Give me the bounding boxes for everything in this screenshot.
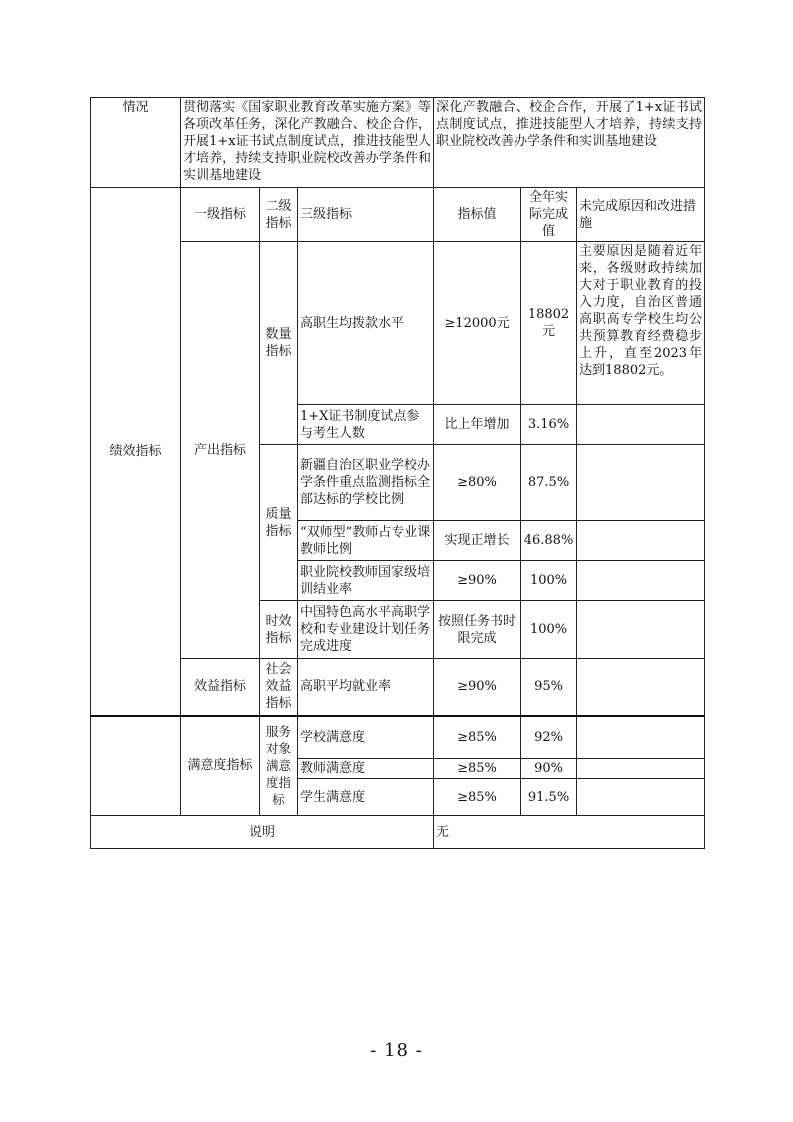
indicator-name: 教师满意度 [298, 759, 434, 779]
satisfaction-spacer [91, 716, 181, 816]
indicator-actual: 18802元 [521, 242, 577, 405]
indicator-name: 中国特色高水平高职学校和专业建设计划任务完成进度 [298, 601, 434, 659]
indicator-reason [577, 759, 705, 779]
category-satisfaction: 服务对象满意度指标 [260, 716, 298, 816]
indicator-name: 职业院校教师国家级培训结业率 [298, 561, 434, 601]
benefit-indicator-label: 效益指标 [181, 659, 260, 716]
indicator-name: 学生满意度 [298, 779, 434, 816]
indicator-actual: 91.5% [521, 779, 577, 816]
indicator-reason: 主要原因是随着近年来，各级财政持续加大对于职业教育的投入力度，自治区普通高职高专学校生均公共预算教育经费稳步上升，直至2023年达到18802元。 [577, 242, 705, 405]
situation-label: 情况 [91, 98, 181, 188]
satisfaction-indicator-label: 满意度指标 [181, 716, 260, 816]
indicator-reason [577, 445, 705, 521]
indicator-name: “双师型”教师占专业课教师比例 [298, 521, 434, 561]
header-level1: 一级指标 [181, 188, 260, 242]
indicator-actual: 46.88% [521, 521, 577, 561]
indicator-name: 高职生均拨款水平 [298, 242, 434, 405]
indicator-actual: 100% [521, 561, 577, 601]
performance-label: 绩效指标 [91, 188, 181, 716]
indicator-reason [577, 716, 705, 759]
header-actual: 全年实际完成值 [521, 188, 577, 242]
output-indicator-label: 产出指标 [181, 242, 260, 659]
indicator-target: ≥12000元 [434, 242, 521, 405]
indicator-target: 按照任务书时限完成 [434, 601, 521, 659]
category-timeliness: 时效指标 [260, 601, 298, 659]
performance-table [90, 97, 705, 849]
indicator-name: 1+X证书制度试点参与考生人数 [298, 405, 434, 445]
situation-text-actual: 深化产教融合、校企合作，开展了1+x证书试点制度试点，推进技能型人才培养，持续支持职业院校改善办学条件和实训基地建设 [434, 98, 705, 188]
indicator-actual: 87.5% [521, 445, 577, 521]
category-quality: 质量指标 [260, 445, 298, 601]
indicator-actual: 95% [521, 659, 577, 716]
indicator-reason [577, 601, 705, 659]
note-value: 无 [434, 816, 705, 849]
category-social-benefit: 社会效益指标 [260, 659, 298, 716]
indicator-reason [577, 659, 705, 716]
situation-text-goal: 贯彻落实《国家职业教育改革实施方案》等各项改革任务，深化产教融合、校企合作，开展1+x证书试点制度试点，推进技能型人才培养，持续支持职业院校改善办学条件和实训基地建设 [181, 98, 434, 188]
indicator-actual: 100% [521, 601, 577, 659]
indicator-actual: 90% [521, 759, 577, 779]
indicator-target: 比上年增加 [434, 405, 521, 445]
indicator-reason [577, 405, 705, 445]
indicator-target: ≥85% [434, 759, 521, 779]
header-level3: 三级指标 [298, 188, 434, 242]
note-label: 说明 [91, 816, 434, 849]
indicator-target: 实现正增长 [434, 521, 521, 561]
indicator-target: ≥90% [434, 659, 521, 716]
indicator-target: ≥85% [434, 716, 521, 759]
indicator-reason [577, 561, 705, 601]
indicator-reason [577, 521, 705, 561]
indicator-name: 学校满意度 [298, 716, 434, 759]
indicator-name: 高职平均就业率 [298, 659, 434, 716]
header-reason: 未完成原因和改进措施 [577, 188, 705, 242]
indicator-target: ≥85% [434, 779, 521, 816]
indicator-target: ≥80% [434, 445, 521, 521]
indicator-target: ≥90% [434, 561, 521, 601]
category-quantity: 数量指标 [260, 242, 298, 445]
page-number: - 18 - [370, 1040, 423, 1061]
indicator-actual: 92% [521, 716, 577, 759]
header-target: 指标值 [434, 188, 521, 242]
indicator-name: 新疆自治区职业学校办学条件重点监测指标全部达标的学校比例 [298, 445, 434, 521]
header-level2: 二级指标 [260, 188, 298, 242]
indicator-actual: 3.16% [521, 405, 577, 445]
indicator-reason [577, 779, 705, 816]
